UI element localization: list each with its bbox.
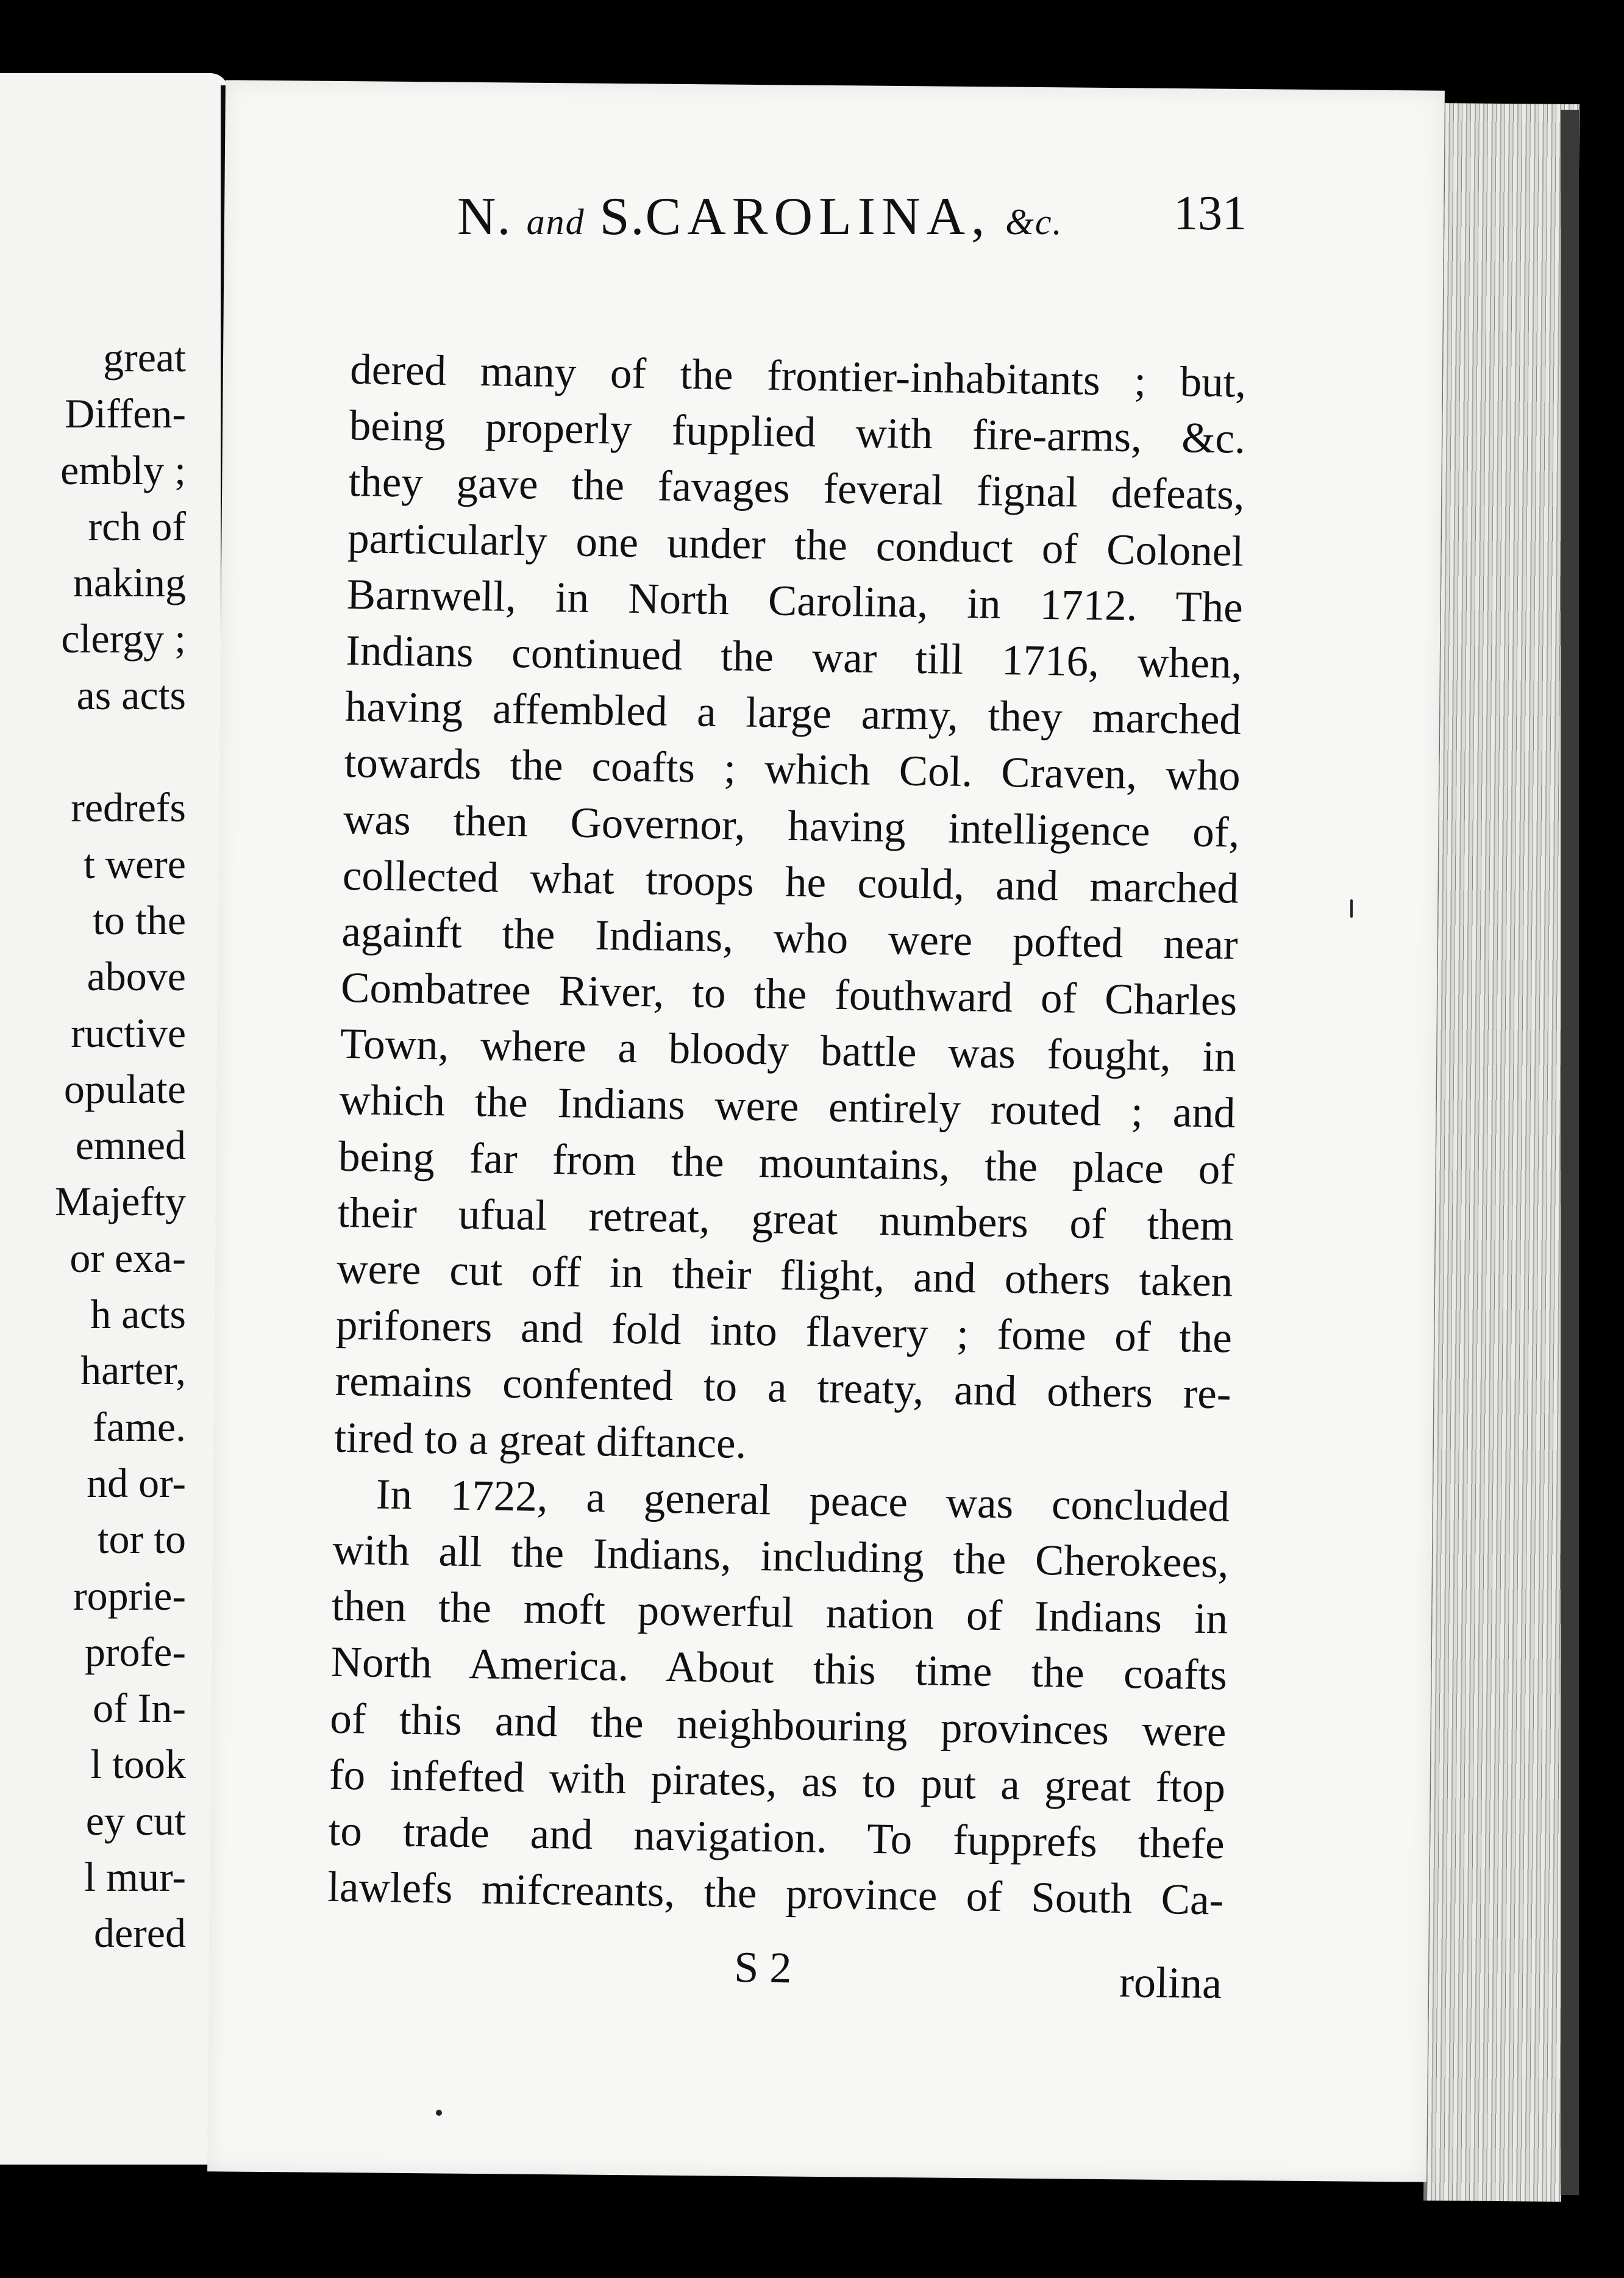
text-line: againft the Indians, who were pofted near	[341, 907, 1239, 969]
text-line: collected what troops he could, and marched	[342, 851, 1239, 913]
left-line: redrefs	[71, 784, 186, 831]
left-line: l took	[90, 1741, 186, 1788]
text-line: North America. About this time the coafts	[330, 1638, 1228, 1699]
text-line: prifoners and fold into flavery ; fome of the	[335, 1301, 1233, 1362]
running-head-caps: CAROLINA,	[645, 187, 991, 246]
text-line: fo infefted with pirates, as to put a great ftop	[329, 1751, 1226, 1812]
text-line: having affembled a large army, they marched	[344, 683, 1242, 744]
left-line: clergy ;	[61, 615, 186, 662]
left-line: roprie-	[73, 1572, 186, 1619]
text-line: particularly one under the conduct of Colonel	[347, 514, 1244, 576]
text-line: with all the Indians, including the Cherokees,	[332, 1526, 1230, 1587]
text-line: which the Indians were entirely routed ; and	[338, 1076, 1236, 1138]
left-facing-page	[0, 73, 229, 2165]
page-number: 131	[1173, 187, 1247, 240]
left-line: embly ;	[60, 446, 186, 493]
ink-speck	[436, 2110, 442, 2116]
left-line: rch of	[88, 502, 186, 549]
text-line: lawlefs mifcreants, the province of South Ca-	[327, 1863, 1224, 1924]
text-line: Combatree River, to the fouthward of Charles	[340, 963, 1238, 1025]
text-line: being properly fupplied with fire-arms, &c.	[349, 402, 1246, 463]
left-line	[0, 723, 186, 779]
text-line: were cut off in their flight, and others taken	[336, 1244, 1233, 1306]
running-head-part2: S.	[599, 187, 646, 246]
running-head-part1: N.	[457, 187, 512, 246]
left-line: as acts	[76, 671, 186, 718]
text-line: tired to a great diftance.	[333, 1413, 747, 1468]
left-line: above	[87, 953, 186, 1000]
left-line: tor to	[97, 1516, 186, 1563]
text-line: Barnwell, in North Carolina, in 1712. The	[346, 570, 1244, 632]
left-line: profe-	[84, 1628, 186, 1675]
text-line: being far from the mountains, the place of	[338, 1132, 1235, 1194]
left-line: harter,	[80, 1347, 186, 1394]
running-head-and: and	[526, 202, 585, 242]
left-line: naking	[73, 559, 186, 606]
left-line: ructive	[71, 1009, 186, 1056]
running-head	[457, 186, 1063, 248]
running-head-etc: &c.	[1005, 202, 1063, 242]
left-line: or exa-	[69, 1234, 186, 1281]
left-line: fame.	[93, 1403, 186, 1450]
body-text	[327, 341, 1247, 1929]
text-line: their ufual retreat, great numbers of them	[337, 1188, 1234, 1250]
left-line: opulate	[63, 1065, 186, 1112]
text-line: Indians continued the war till 1716, when,	[345, 626, 1242, 688]
signature-mark: S 2	[733, 1943, 792, 1993]
text-line: of this and the neighbouring provinces were	[329, 1694, 1227, 1756]
page-header	[241, 186, 1247, 259]
book-fore-edge	[1423, 103, 1579, 2202]
left-line: l mur-	[84, 1854, 186, 1901]
book-fore-edge-shadow	[1561, 110, 1579, 2195]
text-line: In 1722, a general peace was concluded	[376, 1470, 1230, 1531]
text-line: they gave the favages feveral fignal defeats,	[348, 458, 1245, 520]
left-line: t were	[83, 840, 186, 887]
text-line: was then Governor, having intelligence of,	[343, 795, 1240, 857]
catchword: rolina	[1119, 1957, 1222, 2008]
left-line: h acts	[90, 1291, 186, 1338]
left-line: great	[103, 334, 186, 380]
ink-speck	[1350, 899, 1353, 918]
text-line: dered many of the frontier-inhabitants ; but,	[349, 345, 1247, 407]
left-line: Diffen-	[65, 390, 186, 437]
text-line: Town, where a bloody battle was fought, in	[340, 1020, 1237, 1081]
left-line: to the	[93, 896, 186, 943]
left-line: emned	[75, 1122, 186, 1169]
left-line: Majefty	[54, 1178, 186, 1225]
text-line: remains confented to a treaty, and others re-	[335, 1357, 1232, 1418]
text-line: towards the coafts ; which Col. Craven, who	[344, 739, 1241, 801]
left-line: of In-	[93, 1685, 186, 1732]
left-line: dered	[93, 1910, 186, 1957]
left-page-text	[0, 329, 186, 1962]
text-line: then the moft powerful nation of Indians in	[331, 1582, 1228, 1643]
left-line: nd or-	[87, 1459, 186, 1506]
left-line: ey cut	[85, 1797, 186, 1844]
text-line: to trade and navigation. To fupprefs thefe	[328, 1807, 1225, 1868]
